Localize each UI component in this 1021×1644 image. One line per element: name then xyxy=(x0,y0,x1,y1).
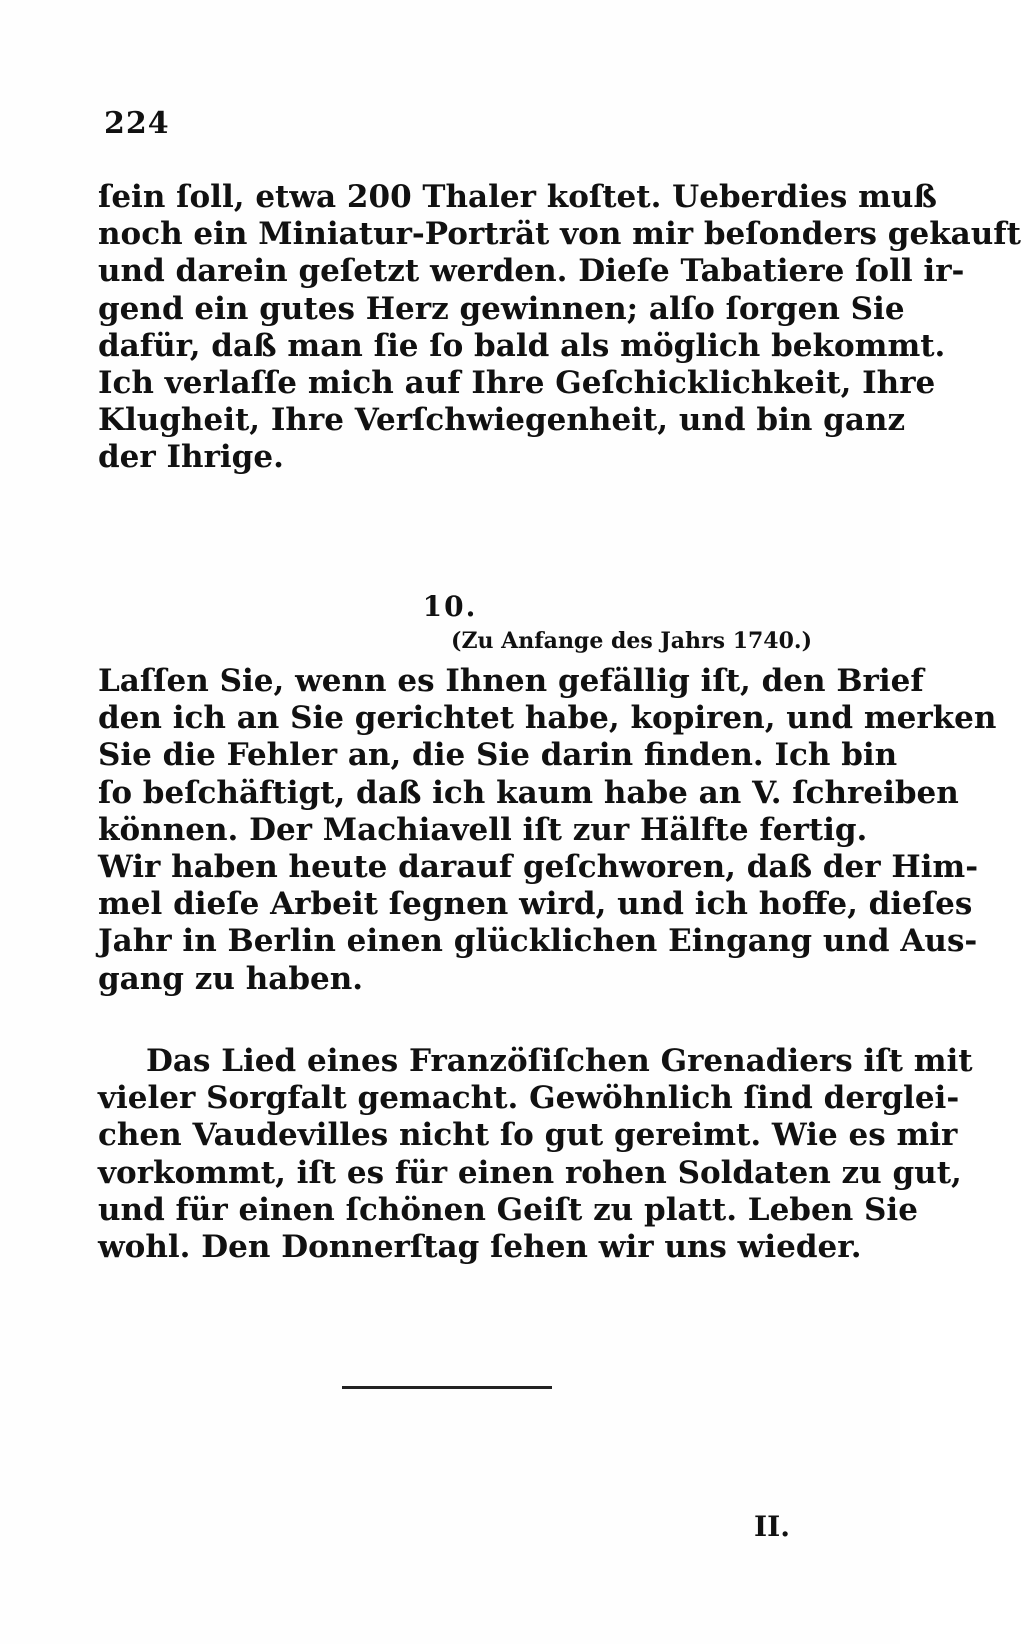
text-line: gend ein gutes Herz gewinnen; alſo ſorgen Sie xyxy=(98,290,905,327)
text-line: mel dieſe Arbeit ſegnen wird, und ich hoffe, dieſes xyxy=(98,886,973,923)
text-line: der Ihrige. xyxy=(98,439,284,476)
text-line: wohl. Den Donnerſtag ſehen wir uns wieder. xyxy=(98,1228,862,1265)
text-line: und darein geſetzt werden. Dieſe Tabatiere ſoll ir- xyxy=(98,253,965,290)
dateline: (Zu Anfange des Jahrs 1740.) xyxy=(451,628,812,654)
text-line: ſo beſchäftigt, daß ich kaum habe an V. ſchreiben xyxy=(98,774,959,811)
continuation-paragraph xyxy=(98,179,1021,480)
text-line: noch ein Miniatur-Porträt von mir beſonders gekauft xyxy=(98,216,1021,253)
letter-paragraph-2 xyxy=(98,1043,973,1269)
letter-number: 10. xyxy=(422,590,478,623)
text-line: Laſſen Sie, wenn es Ihnen gefällig iſt, den Brief xyxy=(98,663,924,699)
text-line: Klugheit, Ihre Verſchwiegenheit, und bin ganz xyxy=(98,402,906,439)
text-line: chen Vaudevilles nicht ſo gut gereimt. Wie es mir xyxy=(98,1117,958,1154)
text-line: Sie die Fehler an, die Sie darin finden. Ich bin xyxy=(98,737,898,774)
page-number: 224 xyxy=(104,106,170,141)
text-line: ſein ſoll, etwa 200 Thaler koſtet. Ueberdies muß xyxy=(98,179,937,215)
text-line: gang zu haben. xyxy=(98,960,364,997)
text-line: können. Der Machiavell iſt zur Hälfte fertig. xyxy=(98,811,868,848)
text-line: vorkommt, iſt es für einen rohen Soldaten zu gut, xyxy=(98,1154,962,1191)
text-line: Ich verlaſſe mich auf Ihre Geſchicklichkeit, Ihre xyxy=(98,364,936,401)
text-line: Wir haben heute darauf geſchworen, daß der Him- xyxy=(98,848,979,885)
text-line: vieler Sorgfalt gemacht. Gewöhnlich ſind derglei- xyxy=(98,1080,960,1117)
letter-paragraph-1 xyxy=(98,663,997,1001)
text-line: den ich an Sie gerichtet habe, kopiren, und merken xyxy=(98,700,997,737)
signature-mark: II. xyxy=(754,1510,790,1543)
text-line: Das Lied eines Franzöſiſchen Grenadiers iſt mit xyxy=(146,1043,973,1079)
section-divider-rule xyxy=(342,1386,552,1389)
text-line: dafür, daß man ſie ſo bald als möglich bekommt. xyxy=(98,327,946,364)
text-line: Jahr in Berlin einen glücklichen Eingang und Aus- xyxy=(98,923,978,960)
text-line: und für einen ſchönen Geiſt zu platt. Leben Sie xyxy=(98,1191,918,1228)
